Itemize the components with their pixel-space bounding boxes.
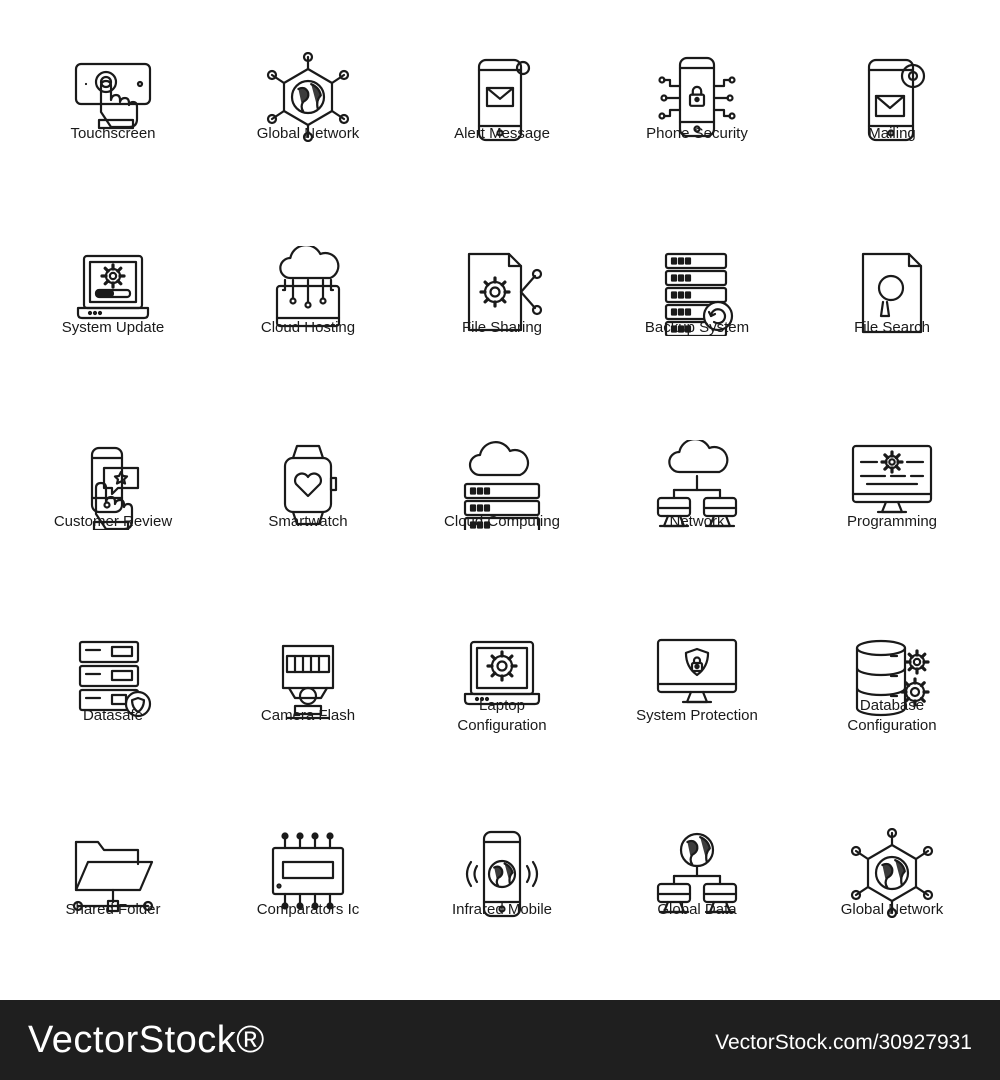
vectorstock-reference: VectorStock.com/30927931 [715,1031,972,1054]
icon-tile-file-sharing [412,206,592,396]
icon-tile-backup-system [607,206,787,396]
icon-tile-file-search [802,206,982,396]
icon-label: Touchscreen [70,125,156,142]
icon-label: Shared Folder [65,901,161,918]
icon-tile-smartwatch [218,400,398,590]
icon-tile-system-protection [607,594,787,784]
icon-label: Global Network [840,901,944,918]
icon-label: Comparators Ic [256,901,360,918]
icon-label: File Search [854,319,930,336]
icon-label: Camera Flash [260,707,356,724]
icon-tile-phone-security [607,12,787,202]
icon-label: Network [669,513,725,530]
icon-label: File Sharing [461,319,543,336]
icon-label: Phone Security [646,125,748,142]
icon-label: Cloud Computing [444,513,560,530]
icon-label: Global Data [657,901,737,918]
icon-tile-programming [802,400,982,590]
icon-label: Cloud Hosting [260,319,356,336]
icon-tile-customer-review [23,400,203,590]
icon-tile-system-update [23,206,203,396]
icon-tile-global-network [802,788,982,978]
icon-tile-alert-message [412,12,592,202]
icon-tile-global-network [218,12,398,202]
icon-label: System Update [61,319,165,336]
icon-label: Global Network [256,125,360,142]
icon-label: Infrared Mobile [451,901,553,918]
icon-label: Mailing [868,125,916,142]
icon-label: Database Configuration [847,697,937,734]
vectorstock-brand: VectorStock® [28,1019,265,1061]
icon-tile-cloud-hosting [218,206,398,396]
icon-tile-global-data [607,788,787,978]
icon-tile-touchscreen [23,12,203,202]
icon-label: Backup System [644,319,750,336]
icon-tile-comparators-ic [218,788,398,978]
watermark-footer [0,1000,1000,1080]
icon-tile-mailing [802,12,982,202]
icon-tile-infrared-mobile [412,788,592,978]
icon-tile-datasafe [23,594,203,784]
icon-label: Alert Message [454,125,550,142]
icon-label: Laptop Configuration [457,697,547,734]
icon-label: Smartwatch [268,513,348,530]
icon-tile-database-configuration [802,594,982,784]
icon-tile-network [607,400,787,590]
icon-tile-cloud-computing [412,400,592,590]
icon-label: Customer Review [53,513,173,530]
icon-tile-shared-folder [23,788,203,978]
icon-tile-laptop-configuration [412,594,592,784]
icon-tile-camera-flash [218,594,398,784]
icon-label: Datasafe [82,707,144,724]
icon-label: System Protection [636,707,758,724]
icon-label: Programming [846,513,938,530]
